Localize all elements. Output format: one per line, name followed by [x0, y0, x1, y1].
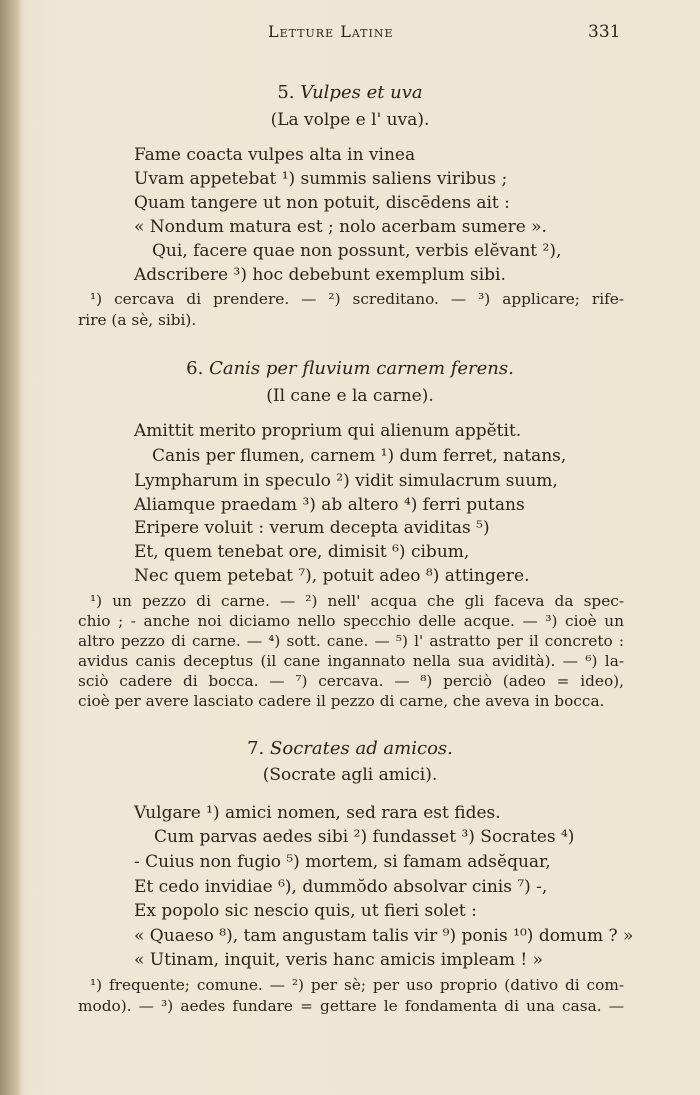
note-line: cioè per avere lasciato cadere il pezzo di carne, che aveva in bocca. [78, 692, 605, 710]
note-line: modo). — ³) aedes fundare = gettare le fondamenta di una casa. — [78, 997, 624, 1015]
note-line: ¹) un pezzo di carne. — ²) nell' acqua che gli faceva da spec- [90, 592, 624, 610]
page-header [0, 22, 700, 46]
verse-line: « Quaeso ⁸), tam angustam talis vir ⁹) ponis ¹⁰) domum ? » [134, 926, 634, 946]
note-line: rire (a sè, sibi). [78, 311, 197, 329]
fable-5-number: 5. [277, 82, 295, 103]
fable-7-name: Socrates ad amicos. [270, 738, 453, 759]
verse-line: Eripere voluit : verum decepta aviditas ⁵) [134, 518, 490, 538]
verse-line: Lympharum in speculo ²) vidit simulacrum suum, [134, 471, 558, 491]
verse-line: Fame coacta vulpes alta in vinea [134, 145, 416, 165]
verse-line: « Utinam, inquit, veris hanc amicis impleam ! » [134, 950, 544, 970]
verse-line: Quam tangere ut non potuit, discēdens ait : [134, 193, 510, 213]
note-line: sciò cadere di bocca. — ⁷) cercava. — ⁸) perciò (adeo = ideo), [78, 672, 624, 690]
note-line: chio ; - anche noi diciamo nello specchio delle acque. — ³) cioè un [78, 612, 624, 630]
verse-line: Et, quem tenebat ore, dimisit ⁶) cibum, [134, 542, 470, 562]
note-line: altro pezzo di carne. — ⁴) sott. cane. — ⁵) l' astratto per il concreto : [78, 632, 624, 650]
fable-6-name: Canis per fluvium carnem ferens. [209, 358, 514, 379]
verse-line: Canis per flumen, carnem ¹) dum ferret, natans, [152, 446, 567, 466]
verse-line: Cum parvas aedes sibi ²) fundasset ³) Socrates ⁴) [154, 827, 575, 847]
page-gutter [0, 0, 22, 1095]
fable-7-subtitle: (Socrate agli amici). [262, 765, 438, 785]
verse-line: Nec quem petebat ⁷), potuit adeo ⁸) attingere. [134, 566, 530, 586]
fable-6-number: 6. [186, 358, 204, 379]
fable-6-title [80, 358, 620, 379]
fable-5-title [80, 82, 620, 103]
verse-line: Ex popolo sic nescio quis, ut fieri solet : [134, 901, 477, 921]
fable-6-subtitle: (Il cane e la carne). [266, 386, 434, 406]
verse-line: Aliamque praedam ³) ab altero ⁴) ferri putans [134, 495, 525, 515]
note-line: avidus canis deceptus (il cane ingannato nella sua avidità). — ⁶) la- [78, 652, 624, 670]
verse-line: Uvam appetebat ¹) summis saliens viribus ; [134, 169, 508, 189]
verse-line: Amittit merito proprium qui alienum appĕtit. [134, 421, 522, 441]
page-number: 331 [588, 22, 621, 42]
verse-line: - Cuius non fugio ⁵) mortem, si famam adsĕquar, [134, 852, 551, 872]
verse-line: Adscribere ³) hoc debebunt exemplum sibi. [134, 265, 506, 285]
verse-line: Qui, facere quae non possunt, verbis elĕvant ²), [152, 241, 562, 261]
fable-5-name: Vulpes et uva [300, 82, 423, 103]
note-line: ¹) frequente; comune. — ²) per sè; per uso proprio (dativo di com- [90, 976, 624, 994]
fable-5-subtitle: (La volpe e l' uva). [270, 110, 430, 130]
verse-line: Vulgare ¹) amici nomen, sed rara est fides. [134, 803, 501, 823]
note-line: ¹) cercava di prendere. — ²) screditano. — ³) applicare; rife- [90, 290, 624, 308]
verse-line: « Nondum matura est ; nolo acerbam sumere ». [134, 217, 547, 237]
fable-7-number: 7. [247, 738, 265, 759]
fable-7-title [80, 738, 620, 759]
verse-line: Et cedo invidiae ⁶), dummŏdo absolvar cinis ⁷) -, [134, 877, 548, 897]
running-title: Letture Latine [268, 22, 394, 41]
